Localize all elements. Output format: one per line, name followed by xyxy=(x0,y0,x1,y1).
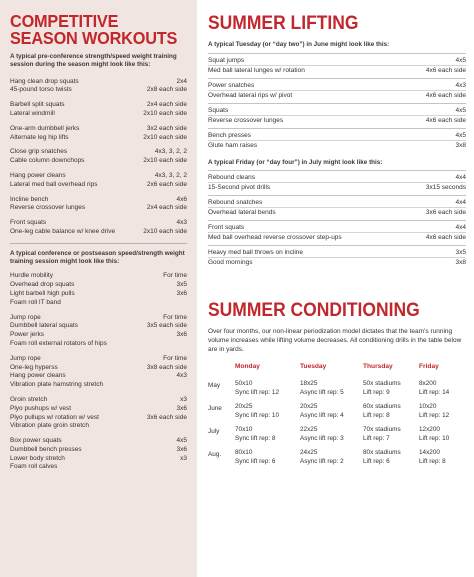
header-monday: Monday xyxy=(235,363,260,371)
exercise-row xyxy=(10,355,187,364)
exercise-sets: 4x5 xyxy=(176,437,187,445)
exercise-sets: 4x6 each side xyxy=(425,234,466,241)
drill-text: 80x stadiums xyxy=(363,448,401,456)
exercise-name: Rebound snatches xyxy=(208,199,263,206)
exercise-row xyxy=(10,372,187,381)
thursday-cell xyxy=(363,403,419,426)
exercise-row xyxy=(10,364,187,373)
exercise-group xyxy=(10,355,187,390)
exercise-row xyxy=(208,81,466,91)
exercise-group xyxy=(208,103,466,125)
exercise-name: Dumbbell bench presses xyxy=(10,445,82,453)
conditioning-row xyxy=(208,426,466,449)
exercise-sets: 4x3 xyxy=(176,219,187,227)
exercise-name: Lateral windmill xyxy=(10,109,55,117)
exercise-name: Reverse crossover lunges xyxy=(10,204,86,212)
exercise-row xyxy=(208,233,466,242)
summer-panel xyxy=(208,0,466,472)
exercise-name: Glute ham raises xyxy=(208,141,258,149)
exercise-row xyxy=(10,172,187,181)
exercise-sets: 3x6 xyxy=(176,445,187,453)
exercise-row xyxy=(10,422,187,431)
exercise-name: Vibration plate hamstring stretch xyxy=(10,381,104,389)
exercise-name: Dumbbell lateral squats xyxy=(10,322,78,330)
header-month xyxy=(208,363,235,380)
drill-text: 70x stadiums xyxy=(363,426,401,434)
exercise-sets: 2x10 each side xyxy=(143,133,187,141)
exercise-group xyxy=(10,196,187,214)
exercise-row xyxy=(10,322,187,331)
exercise-row xyxy=(208,248,466,258)
conditioning-row xyxy=(208,403,466,426)
exercise-name: Overhead lateral rips w/ pivot xyxy=(208,91,293,99)
month-cell: Aug. xyxy=(208,450,222,458)
exercise-sets: 4x5 xyxy=(455,131,466,139)
exercise-row xyxy=(208,131,466,141)
exercise-sets: 4x4 xyxy=(455,174,466,181)
exercise-row xyxy=(208,116,466,125)
drill-text: 50x10 xyxy=(235,380,253,388)
exercise-sets: For time xyxy=(163,272,187,280)
exercise-row xyxy=(10,414,187,423)
competitive-intro: A typical pre-conference strength/speed weight training session during the season might look like this: xyxy=(10,53,177,69)
lift-rep-text: Async lift rep: 4 xyxy=(300,412,344,420)
drill-text: 10x20 xyxy=(419,403,437,411)
exercise-group xyxy=(10,148,187,166)
lift-rep-text: Lift rep: 14 xyxy=(419,389,450,397)
exercise-row xyxy=(10,437,187,446)
exercise-name: One-arm dumbbell jerks xyxy=(10,124,80,132)
lift-rep-text: Async lift rep: 5 xyxy=(300,389,344,397)
exercise-row xyxy=(10,204,187,213)
exercise-group xyxy=(10,437,187,472)
lift-rep-text: Lift rep: 8 xyxy=(363,412,390,420)
conditioning-row xyxy=(208,449,466,472)
exercise-sets: 3x2 each side xyxy=(146,124,187,132)
conditioning-table-header xyxy=(208,363,466,380)
competitive-intro-2: A typical conference or postseason speed/strength weight training session might look like this: xyxy=(10,249,185,266)
exercise-name: Foam roll calves xyxy=(10,463,58,471)
summer-lifting-intro-1: A typical Tuesday (or “day two”) in June might look like this: xyxy=(208,41,390,48)
exercise-row xyxy=(10,101,187,110)
exercise-row xyxy=(10,446,187,455)
exercise-name: Foam roll external rotators of hips xyxy=(10,339,107,347)
exercise-name: Box power squats xyxy=(10,437,62,445)
exercise-name: Barbell split squats xyxy=(10,101,65,109)
exercise-sets: 2x4 each side xyxy=(146,204,187,212)
exercise-row xyxy=(10,381,187,390)
header-thursday: Thursday xyxy=(363,363,393,371)
exercise-sets: 4x6 each side xyxy=(425,91,466,99)
lift-rep-text: Lift rep: 8 xyxy=(419,457,446,465)
summer-lifting-intro-2: A typical Friday (or “day four”) in July might look like this: xyxy=(208,158,383,166)
exercise-name: Overhead drop squats xyxy=(10,281,75,289)
lift-rep-text: Sync lift rep: 8 xyxy=(235,434,276,442)
exercise-name: Incline bench xyxy=(10,195,49,203)
exercise-sets: 2x6 each side xyxy=(146,180,187,188)
exercise-row xyxy=(10,405,187,414)
exercise-sets: 3x8 xyxy=(455,259,466,266)
exercise-name: Close grip snatches xyxy=(10,148,68,156)
exercise-sets: 4x5 xyxy=(455,106,466,114)
exercise-group xyxy=(208,195,466,217)
exercise-name: 15-Second pivot drills xyxy=(208,184,271,191)
exercise-row xyxy=(10,340,187,349)
lift-rep-text: Lift rep: 12 xyxy=(419,412,450,420)
exercise-name: Squats xyxy=(208,106,229,114)
lift-rep-text: Lift rep: 7 xyxy=(363,434,390,442)
summer-conditioning-intro: Over four months, our non-linear periodization model dictates that the team’s running volume increases while lifting volume decreases. All conditioning drills in the table below are in yards. xyxy=(208,328,462,353)
exercise-row xyxy=(208,223,466,233)
exercise-sets: 3x5 each side xyxy=(146,322,187,330)
lift-rep-text: Async lift rep: 2 xyxy=(300,457,344,465)
month-cell: July xyxy=(208,428,220,436)
exercise-name: Squat jumps xyxy=(208,56,245,64)
exercise-row xyxy=(208,183,466,192)
exercise-name: Cable column downchops xyxy=(10,157,85,165)
exercise-row xyxy=(10,110,187,119)
exercise-row xyxy=(10,148,187,157)
exercise-row xyxy=(208,66,466,75)
exercise-sets: 3x8 each side xyxy=(146,363,187,371)
competitive-exercise-list xyxy=(10,78,187,237)
drill-text: 24x25 xyxy=(300,448,318,456)
exercise-name: Heavy med ball throws on incline xyxy=(208,249,304,256)
monday-cell xyxy=(235,426,300,449)
drill-text: 12x200 xyxy=(419,426,440,434)
exercise-name: One-leg cable balance w/ knee drive xyxy=(10,227,116,235)
monday-cell xyxy=(235,403,300,426)
exercise-group xyxy=(10,101,187,119)
exercise-sets: 3x15 seconds xyxy=(425,184,466,191)
exercise-sets: 3x6 xyxy=(176,404,187,412)
tuesday-cell xyxy=(300,403,363,426)
drill-text: 22x25 xyxy=(300,426,318,434)
exercise-row xyxy=(10,219,187,228)
exercise-group xyxy=(10,78,187,96)
exercise-name: Vibration plate groin stretch xyxy=(10,422,90,430)
drill-text: 70x10 xyxy=(235,426,253,434)
month-cell: May xyxy=(208,382,221,390)
month-cell: June xyxy=(208,405,222,413)
exercise-row xyxy=(208,141,466,150)
exercise-name: Med ball lateral lunges w/ rotation xyxy=(208,66,305,74)
exercise-sets: 4x6 each side xyxy=(425,116,466,124)
exercise-row xyxy=(208,91,466,100)
monday-cell xyxy=(235,449,300,472)
exercise-name: Front squats xyxy=(208,224,245,231)
conditioning-row xyxy=(208,380,466,403)
exercise-name: Front squats xyxy=(10,219,47,227)
exercise-row xyxy=(10,281,187,290)
thursday-cell xyxy=(363,449,419,472)
drill-text: 14x200 xyxy=(419,448,440,456)
exercise-sets: 4x6 each side xyxy=(425,66,466,74)
monday-cell xyxy=(235,380,300,403)
exercise-name: One-leg hyperss xyxy=(10,363,58,371)
summer-lifting-friday-list xyxy=(208,170,466,267)
drill-text: 50x stadiums xyxy=(363,380,401,388)
exercise-sets: For time xyxy=(163,354,187,362)
friday-cell xyxy=(419,449,466,472)
exercise-sets: 2x10 each side xyxy=(143,109,187,117)
tuesday-cell xyxy=(300,449,363,472)
lift-rep-text: Sync lift rep: 10 xyxy=(235,412,280,420)
drill-text: 20x25 xyxy=(300,403,318,411)
exercise-sets: 4x3, 3, 2, 2 xyxy=(154,171,187,179)
exercise-name: Plyo pushups w/ vest xyxy=(10,404,72,412)
lift-rep-text: Sync lift rep: 12 xyxy=(235,389,280,397)
exercise-name: Power snatches xyxy=(208,81,255,89)
exercise-row xyxy=(10,463,187,472)
exercise-group xyxy=(10,272,187,307)
exercise-sets: 2x10 each side xyxy=(143,157,187,165)
exercise-group xyxy=(10,172,187,190)
exercise-name: Med ball overhead reverse crossover step-ups xyxy=(208,234,342,241)
lift-rep-text: Lift rep: 6 xyxy=(363,457,390,465)
header-tuesday: Tuesday xyxy=(300,363,327,371)
exercise-name: Lower body stretch xyxy=(10,454,65,462)
exercise-name: Good mornings xyxy=(208,259,253,266)
exercise-row xyxy=(10,290,187,299)
exercise-sets: 2x10 each side xyxy=(143,227,187,235)
exercise-row xyxy=(208,106,466,116)
exercise-group xyxy=(208,53,466,75)
exercise-name: Jump rope xyxy=(10,313,41,321)
postseason-exercise-list xyxy=(10,272,187,472)
drill-text: 20x25 xyxy=(235,403,253,411)
exercise-row xyxy=(10,181,187,190)
exercise-sets: 2x8 each side xyxy=(146,86,187,94)
lift-rep-text: Sync lift rep: 6 xyxy=(235,457,276,465)
exercise-name: Hurdle mobility xyxy=(10,272,53,280)
exercise-sets: 4x4 xyxy=(455,224,466,231)
exercise-group xyxy=(10,219,187,237)
exercise-sets: 3x5 xyxy=(176,281,187,289)
header-friday: Friday xyxy=(419,363,439,371)
lift-rep-text: Async lift rep: 3 xyxy=(300,434,344,442)
exercise-name: Power jerks xyxy=(10,331,44,339)
exercise-row xyxy=(208,173,466,183)
exercise-sets: x3 xyxy=(180,395,187,403)
exercise-name: Reverse crossover lunges xyxy=(208,116,284,124)
thursday-cell xyxy=(363,380,419,403)
conditioning-table xyxy=(208,363,466,471)
exercise-row xyxy=(10,134,187,143)
exercise-name: Foam roll IT band xyxy=(10,298,61,306)
exercise-name: Light barbell high pulls xyxy=(10,289,75,297)
exercise-sets: 2x4 each side xyxy=(146,101,187,109)
exercise-row xyxy=(10,196,187,205)
competitive-title-line1: COMPETITIVE xyxy=(10,11,119,31)
lift-rep-text: Lift rep: 10 xyxy=(419,434,450,442)
exercise-group xyxy=(208,245,466,267)
drill-text: 60x stadiums xyxy=(363,403,401,411)
exercise-group xyxy=(10,125,187,143)
exercise-name: 45-pound torso twists xyxy=(10,86,72,94)
exercise-row xyxy=(10,455,187,464)
exercise-sets: 4x3 xyxy=(176,372,187,380)
lift-rep-text: Lift rep: 9 xyxy=(363,389,390,397)
summer-lifting-tuesday-list xyxy=(208,53,466,150)
exercise-name: Bench presses xyxy=(208,131,251,139)
exercise-row xyxy=(10,299,187,308)
drill-text: 18x25 xyxy=(300,380,318,388)
exercise-sets: 4x6 xyxy=(176,195,187,203)
summer-lifting-title: SUMMER LIFTING xyxy=(208,13,359,34)
exercise-name: Hang clean drop squats xyxy=(10,77,79,85)
competitive-season-panel xyxy=(0,0,197,577)
competitive-title-line2: SEASON WORKOUTS xyxy=(10,28,178,48)
exercise-row xyxy=(10,314,187,323)
exercise-name: Hang power cleans xyxy=(10,372,66,380)
exercise-sets: 3x6 each side xyxy=(425,209,466,216)
exercise-sets: 3x6 xyxy=(176,331,187,339)
exercise-row xyxy=(10,157,187,166)
exercise-sets: 4x3, 3, 2, 2 xyxy=(154,148,187,156)
exercise-sets: x3 xyxy=(180,454,187,462)
exercise-sets: 4x4 xyxy=(455,199,466,206)
exercise-row xyxy=(10,272,187,281)
drill-text: 8x200 xyxy=(419,380,437,388)
thursday-cell xyxy=(363,426,419,449)
tuesday-cell xyxy=(300,426,363,449)
exercise-sets: 3x6 each side xyxy=(146,413,187,421)
exercise-row xyxy=(10,125,187,134)
exercise-name: Alternate leg hip lifts xyxy=(10,133,69,141)
exercise-sets: 2x4 xyxy=(176,77,187,85)
friday-cell xyxy=(419,426,466,449)
exercise-sets: 4x5 xyxy=(455,56,466,64)
exercise-row xyxy=(10,331,187,340)
exercise-row xyxy=(208,56,466,66)
exercise-name: Overhead lateral bends xyxy=(208,209,276,216)
exercise-name: Lateral med ball overhead rips xyxy=(10,180,98,188)
exercise-name: Hang power cleans xyxy=(10,171,66,179)
friday-cell xyxy=(419,403,466,426)
exercise-group xyxy=(208,78,466,100)
exercise-row xyxy=(208,208,466,217)
exercise-group xyxy=(208,220,466,242)
friday-cell xyxy=(419,380,466,403)
tuesday-cell xyxy=(300,380,363,403)
exercise-sets: 3x6 xyxy=(176,289,187,297)
exercise-name: Jump rope xyxy=(10,354,41,362)
exercise-sets: 3x5 xyxy=(455,249,466,256)
summer-conditioning-title: SUMMER CONDITIONING xyxy=(208,300,420,321)
exercise-row xyxy=(10,78,187,87)
exercise-name: Rebound cleans xyxy=(208,174,255,181)
exercise-group xyxy=(10,396,187,431)
exercise-name: Plyo pullups w/ rotation w/ vest xyxy=(10,413,99,421)
exercise-group xyxy=(10,314,187,349)
exercise-name: Groin stretch xyxy=(10,395,48,403)
exercise-sets: 3x8 xyxy=(455,141,466,149)
exercise-group xyxy=(208,170,466,192)
section-divider xyxy=(10,243,187,244)
exercise-row xyxy=(208,198,466,208)
exercise-sets: For time xyxy=(163,313,187,321)
exercise-sets: 4x3 xyxy=(455,81,466,89)
exercise-row xyxy=(10,86,187,95)
drill-text: 80x10 xyxy=(235,448,253,456)
exercise-row xyxy=(208,258,466,267)
exercise-row xyxy=(10,396,187,405)
exercise-row xyxy=(10,228,187,237)
exercise-group xyxy=(208,128,466,150)
